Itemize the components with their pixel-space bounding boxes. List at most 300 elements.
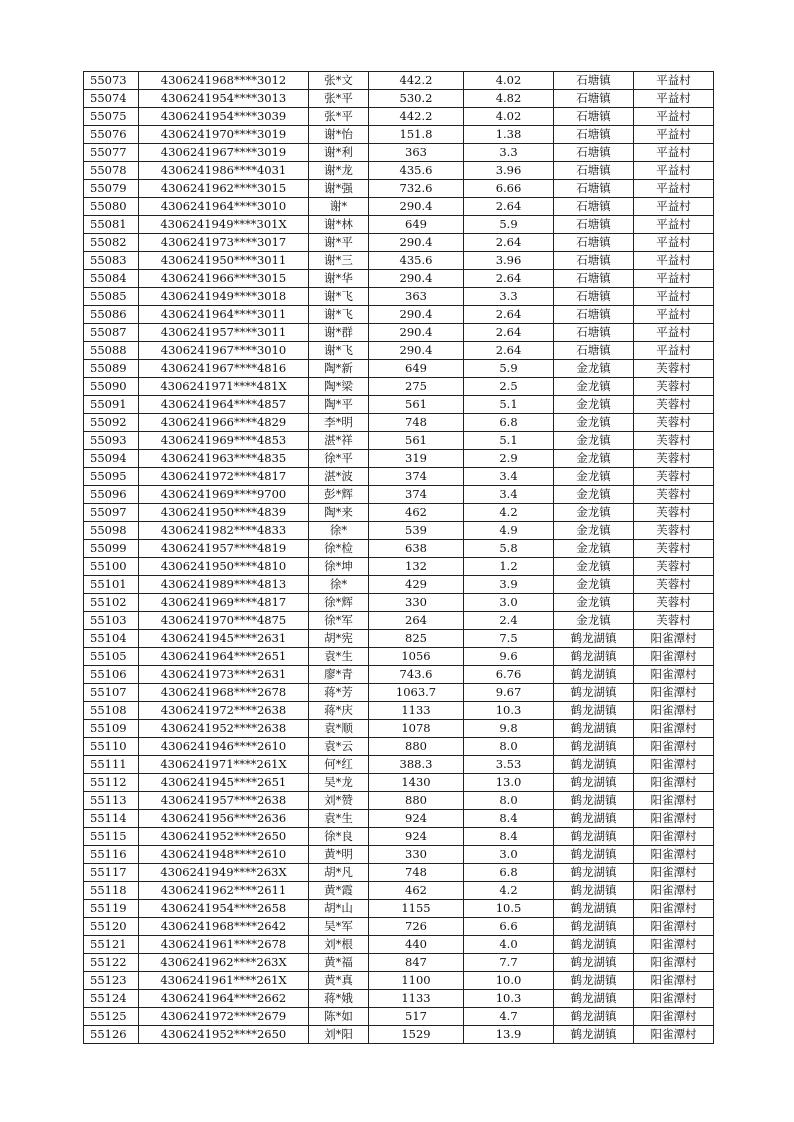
record-number-cell: 55094 — [84, 450, 139, 468]
area-cell: 3.0 — [464, 594, 554, 612]
id-number-cell: 4306241950****4839 — [139, 504, 309, 522]
record-number-cell: 55124 — [84, 990, 139, 1008]
amount-cell: 363 — [369, 144, 464, 162]
town-cell: 石塘镇 — [554, 144, 634, 162]
village-cell: 芙蓉村 — [634, 594, 714, 612]
record-number-cell: 55126 — [84, 1026, 139, 1044]
amount-cell: 442.2 — [369, 108, 464, 126]
table-row — [84, 792, 714, 810]
area-cell: 2.64 — [464, 306, 554, 324]
table-row — [84, 774, 714, 792]
amount-cell: 726 — [369, 918, 464, 936]
record-number-cell: 55091 — [84, 396, 139, 414]
id-number-cell: 4306241945****2631 — [139, 630, 309, 648]
town-cell: 金龙镇 — [554, 450, 634, 468]
village-cell: 芙蓉村 — [634, 468, 714, 486]
name-cell: 徐*辉 — [309, 594, 369, 612]
town-cell: 石塘镇 — [554, 72, 634, 90]
amount-cell: 290.4 — [369, 306, 464, 324]
table-row — [84, 252, 714, 270]
name-cell: 袁*云 — [309, 738, 369, 756]
village-cell: 芙蓉村 — [634, 576, 714, 594]
name-cell: 袁*顺 — [309, 720, 369, 738]
town-cell: 鹤龙湖镇 — [554, 702, 634, 720]
area-cell: 5.1 — [464, 432, 554, 450]
record-number-cell: 55097 — [84, 504, 139, 522]
id-number-cell: 4306241963****4835 — [139, 450, 309, 468]
record-number-cell: 55121 — [84, 936, 139, 954]
amount-cell: 462 — [369, 882, 464, 900]
area-cell: 6.6 — [464, 918, 554, 936]
id-number-cell: 4306241989****4813 — [139, 576, 309, 594]
village-cell: 平益村 — [634, 108, 714, 126]
amount-cell: 638 — [369, 540, 464, 558]
record-number-cell: 55086 — [84, 306, 139, 324]
record-number-cell: 55105 — [84, 648, 139, 666]
record-number-cell: 55113 — [84, 792, 139, 810]
id-number-cell: 4306241969****4853 — [139, 432, 309, 450]
record-number-cell: 55111 — [84, 756, 139, 774]
town-cell: 石塘镇 — [554, 324, 634, 342]
area-cell: 4.2 — [464, 882, 554, 900]
amount-cell: 1133 — [369, 990, 464, 1008]
record-number-cell: 55084 — [84, 270, 139, 288]
village-cell: 芙蓉村 — [634, 360, 714, 378]
area-cell: 5.1 — [464, 396, 554, 414]
data-table — [83, 71, 714, 1044]
area-cell: 10.3 — [464, 702, 554, 720]
name-cell: 袁*生 — [309, 648, 369, 666]
id-number-cell: 4306241962****2611 — [139, 882, 309, 900]
table-row — [84, 180, 714, 198]
village-cell: 阳雀潭村 — [634, 936, 714, 954]
area-cell: 4.9 — [464, 522, 554, 540]
id-number-cell: 4306241952****2650 — [139, 828, 309, 846]
table-row — [84, 360, 714, 378]
village-cell: 平益村 — [634, 270, 714, 288]
table-row — [84, 576, 714, 594]
town-cell: 金龙镇 — [554, 612, 634, 630]
id-number-cell: 4306241964****2662 — [139, 990, 309, 1008]
id-number-cell: 4306241968****2678 — [139, 684, 309, 702]
town-cell: 鹤龙湖镇 — [554, 900, 634, 918]
town-cell: 鹤龙湖镇 — [554, 1026, 634, 1044]
id-number-cell: 4306241973****2631 — [139, 666, 309, 684]
area-cell: 9.8 — [464, 720, 554, 738]
id-number-cell: 4306241949****301X — [139, 216, 309, 234]
record-number-cell: 55082 — [84, 234, 139, 252]
table-row — [84, 720, 714, 738]
id-number-cell: 4306241967****3019 — [139, 144, 309, 162]
name-cell: 黄*明 — [309, 846, 369, 864]
town-cell: 石塘镇 — [554, 342, 634, 360]
name-cell: 谢*飞 — [309, 306, 369, 324]
record-number-cell: 55118 — [84, 882, 139, 900]
village-cell: 阳雀潭村 — [634, 954, 714, 972]
area-cell: 10.3 — [464, 990, 554, 1008]
id-number-cell: 4306241972****2638 — [139, 702, 309, 720]
table-row — [84, 936, 714, 954]
area-cell: 3.96 — [464, 252, 554, 270]
name-cell: 谢*三 — [309, 252, 369, 270]
id-number-cell: 4306241971****261X — [139, 756, 309, 774]
area-cell: 8.0 — [464, 738, 554, 756]
name-cell: 刘*阳 — [309, 1026, 369, 1044]
village-cell: 阳雀潭村 — [634, 900, 714, 918]
amount-cell: 290.4 — [369, 198, 464, 216]
table-row — [84, 630, 714, 648]
name-cell: 彭*辉 — [309, 486, 369, 504]
area-cell: 3.53 — [464, 756, 554, 774]
name-cell: 黄*福 — [309, 954, 369, 972]
town-cell: 鹤龙湖镇 — [554, 1008, 634, 1026]
id-number-cell: 4306241961****261X — [139, 972, 309, 990]
record-number-cell: 55080 — [84, 198, 139, 216]
amount-cell: 1078 — [369, 720, 464, 738]
amount-cell: 825 — [369, 630, 464, 648]
name-cell: 刘*根 — [309, 936, 369, 954]
area-cell: 7.5 — [464, 630, 554, 648]
area-cell: 3.3 — [464, 288, 554, 306]
town-cell: 金龙镇 — [554, 594, 634, 612]
name-cell: 胡*凡 — [309, 864, 369, 882]
village-cell: 阳雀潭村 — [634, 882, 714, 900]
name-cell: 张*文 — [309, 72, 369, 90]
table-row — [84, 684, 714, 702]
id-number-cell: 4306241969****9700 — [139, 486, 309, 504]
name-cell: 张*平 — [309, 108, 369, 126]
id-number-cell: 4306241957****3011 — [139, 324, 309, 342]
amount-cell: 462 — [369, 504, 464, 522]
town-cell: 金龙镇 — [554, 486, 634, 504]
town-cell: 鹤龙湖镇 — [554, 954, 634, 972]
village-cell: 平益村 — [634, 306, 714, 324]
area-cell: 1.38 — [464, 126, 554, 144]
id-number-cell: 4306241954****3039 — [139, 108, 309, 126]
town-cell: 金龙镇 — [554, 522, 634, 540]
area-cell: 4.2 — [464, 504, 554, 522]
id-number-cell: 4306241964****2651 — [139, 648, 309, 666]
record-number-cell: 55085 — [84, 288, 139, 306]
area-cell: 4.02 — [464, 72, 554, 90]
record-number-cell: 55099 — [84, 540, 139, 558]
id-number-cell: 4306241957****4819 — [139, 540, 309, 558]
amount-cell: 374 — [369, 468, 464, 486]
table-row — [84, 414, 714, 432]
town-cell: 鹤龙湖镇 — [554, 882, 634, 900]
table-row — [84, 954, 714, 972]
record-number-cell: 55112 — [84, 774, 139, 792]
amount-cell: 435.6 — [369, 252, 464, 270]
amount-cell: 743.6 — [369, 666, 464, 684]
table-row — [84, 990, 714, 1008]
record-number-cell: 55123 — [84, 972, 139, 990]
area-cell: 5.9 — [464, 216, 554, 234]
amount-cell: 880 — [369, 738, 464, 756]
name-cell: 徐*平 — [309, 450, 369, 468]
area-cell: 3.3 — [464, 144, 554, 162]
village-cell: 芙蓉村 — [634, 522, 714, 540]
id-number-cell: 4306241950****4810 — [139, 558, 309, 576]
town-cell: 鹤龙湖镇 — [554, 630, 634, 648]
table-row — [84, 666, 714, 684]
village-cell: 阳雀潭村 — [634, 756, 714, 774]
village-cell: 平益村 — [634, 216, 714, 234]
amount-cell: 924 — [369, 810, 464, 828]
record-number-cell: 55114 — [84, 810, 139, 828]
table-row — [84, 432, 714, 450]
area-cell: 2.64 — [464, 234, 554, 252]
area-cell: 9.6 — [464, 648, 554, 666]
town-cell: 鹤龙湖镇 — [554, 738, 634, 756]
name-cell: 谢*龙 — [309, 162, 369, 180]
record-number-cell: 55073 — [84, 72, 139, 90]
record-number-cell: 55089 — [84, 360, 139, 378]
name-cell: 谢*强 — [309, 180, 369, 198]
amount-cell: 440 — [369, 936, 464, 954]
table-row — [84, 522, 714, 540]
table-row — [84, 270, 714, 288]
village-cell: 阳雀潭村 — [634, 918, 714, 936]
town-cell: 金龙镇 — [554, 540, 634, 558]
amount-cell: 264 — [369, 612, 464, 630]
name-cell: 李*明 — [309, 414, 369, 432]
village-cell: 芙蓉村 — [634, 612, 714, 630]
area-cell: 4.82 — [464, 90, 554, 108]
village-cell: 阳雀潭村 — [634, 846, 714, 864]
table-row — [84, 756, 714, 774]
area-cell: 7.7 — [464, 954, 554, 972]
record-number-cell: 55115 — [84, 828, 139, 846]
area-cell: 6.66 — [464, 180, 554, 198]
village-cell: 芙蓉村 — [634, 540, 714, 558]
town-cell: 鹤龙湖镇 — [554, 720, 634, 738]
name-cell: 蒋*庆 — [309, 702, 369, 720]
id-number-cell: 4306241966****4829 — [139, 414, 309, 432]
table-body — [84, 72, 714, 1044]
town-cell: 鹤龙湖镇 — [554, 918, 634, 936]
village-cell: 平益村 — [634, 144, 714, 162]
record-number-cell: 55088 — [84, 342, 139, 360]
town-cell: 石塘镇 — [554, 198, 634, 216]
id-number-cell: 4306241970****4875 — [139, 612, 309, 630]
area-cell: 2.5 — [464, 378, 554, 396]
record-number-cell: 55079 — [84, 180, 139, 198]
amount-cell: 561 — [369, 396, 464, 414]
table-row — [84, 702, 714, 720]
id-number-cell: 4306241962****263X — [139, 954, 309, 972]
area-cell: 10.5 — [464, 900, 554, 918]
record-number-cell: 55075 — [84, 108, 139, 126]
record-number-cell: 55110 — [84, 738, 139, 756]
table-row — [84, 648, 714, 666]
town-cell: 石塘镇 — [554, 306, 634, 324]
village-cell: 芙蓉村 — [634, 378, 714, 396]
name-cell: 蒋*娥 — [309, 990, 369, 1008]
area-cell: 4.7 — [464, 1008, 554, 1026]
town-cell: 鹤龙湖镇 — [554, 648, 634, 666]
amount-cell: 748 — [369, 864, 464, 882]
record-number-cell: 55119 — [84, 900, 139, 918]
amount-cell: 530.2 — [369, 90, 464, 108]
record-number-cell: 55090 — [84, 378, 139, 396]
record-number-cell: 55076 — [84, 126, 139, 144]
amount-cell: 649 — [369, 360, 464, 378]
id-number-cell: 4306241964****3011 — [139, 306, 309, 324]
town-cell: 金龙镇 — [554, 576, 634, 594]
table-row — [84, 288, 714, 306]
village-cell: 阳雀潭村 — [634, 990, 714, 1008]
amount-cell: 1529 — [369, 1026, 464, 1044]
amount-cell: 847 — [369, 954, 464, 972]
amount-cell: 275 — [369, 378, 464, 396]
amount-cell: 290.4 — [369, 324, 464, 342]
id-number-cell: 4306241966****3015 — [139, 270, 309, 288]
table-row — [84, 234, 714, 252]
village-cell: 平益村 — [634, 324, 714, 342]
amount-cell: 330 — [369, 594, 464, 612]
name-cell: 黄*霞 — [309, 882, 369, 900]
amount-cell: 1133 — [369, 702, 464, 720]
name-cell: 袁*生 — [309, 810, 369, 828]
name-cell: 徐* — [309, 522, 369, 540]
town-cell: 石塘镇 — [554, 252, 634, 270]
name-cell: 谢*飞 — [309, 342, 369, 360]
name-cell: 谢* — [309, 198, 369, 216]
name-cell: 湛*波 — [309, 468, 369, 486]
amount-cell: 732.6 — [369, 180, 464, 198]
name-cell: 徐*检 — [309, 540, 369, 558]
village-cell: 阳雀潭村 — [634, 666, 714, 684]
record-number-cell: 55106 — [84, 666, 139, 684]
table-row — [84, 450, 714, 468]
village-cell: 阳雀潭村 — [634, 972, 714, 990]
village-cell: 阳雀潭村 — [634, 648, 714, 666]
amount-cell: 151.8 — [369, 126, 464, 144]
town-cell: 石塘镇 — [554, 90, 634, 108]
amount-cell: 880 — [369, 792, 464, 810]
amount-cell: 1056 — [369, 648, 464, 666]
name-cell: 谢*华 — [309, 270, 369, 288]
name-cell: 陶*新 — [309, 360, 369, 378]
table-row — [84, 918, 714, 936]
name-cell: 徐*坤 — [309, 558, 369, 576]
id-number-cell: 4306241950****3011 — [139, 252, 309, 270]
village-cell: 平益村 — [634, 252, 714, 270]
amount-cell: 442.2 — [369, 72, 464, 90]
town-cell: 金龙镇 — [554, 396, 634, 414]
town-cell: 鹤龙湖镇 — [554, 810, 634, 828]
town-cell: 石塘镇 — [554, 234, 634, 252]
record-number-cell: 55095 — [84, 468, 139, 486]
table-row — [84, 486, 714, 504]
name-cell: 谢*群 — [309, 324, 369, 342]
name-cell: 吴*龙 — [309, 774, 369, 792]
name-cell: 吴*军 — [309, 918, 369, 936]
record-number-cell: 55103 — [84, 612, 139, 630]
record-number-cell: 55087 — [84, 324, 139, 342]
area-cell: 3.96 — [464, 162, 554, 180]
area-cell: 8.0 — [464, 792, 554, 810]
village-cell: 芙蓉村 — [634, 414, 714, 432]
table-row — [84, 864, 714, 882]
record-number-cell: 55120 — [84, 918, 139, 936]
village-cell: 平益村 — [634, 288, 714, 306]
record-number-cell: 55098 — [84, 522, 139, 540]
id-number-cell: 4306241962****3015 — [139, 180, 309, 198]
id-number-cell: 4306241956****2636 — [139, 810, 309, 828]
amount-cell: 1430 — [369, 774, 464, 792]
area-cell: 13.0 — [464, 774, 554, 792]
name-cell: 谢*飞 — [309, 288, 369, 306]
amount-cell: 561 — [369, 432, 464, 450]
id-number-cell: 4306241949****3018 — [139, 288, 309, 306]
name-cell: 谢*平 — [309, 234, 369, 252]
table-row — [84, 162, 714, 180]
town-cell: 石塘镇 — [554, 108, 634, 126]
village-cell: 平益村 — [634, 72, 714, 90]
town-cell: 石塘镇 — [554, 162, 634, 180]
table-row — [84, 1008, 714, 1026]
record-number-cell: 55083 — [84, 252, 139, 270]
town-cell: 鹤龙湖镇 — [554, 666, 634, 684]
area-cell: 6.76 — [464, 666, 554, 684]
amount-cell: 1100 — [369, 972, 464, 990]
village-cell: 平益村 — [634, 162, 714, 180]
village-cell: 阳雀潭村 — [634, 630, 714, 648]
town-cell: 石塘镇 — [554, 270, 634, 288]
record-number-cell: 55109 — [84, 720, 139, 738]
record-number-cell: 55102 — [84, 594, 139, 612]
record-number-cell: 55116 — [84, 846, 139, 864]
id-number-cell: 4306241973****3017 — [139, 234, 309, 252]
amount-cell: 374 — [369, 486, 464, 504]
town-cell: 鹤龙湖镇 — [554, 828, 634, 846]
record-number-cell: 55093 — [84, 432, 139, 450]
record-number-cell: 55104 — [84, 630, 139, 648]
town-cell: 石塘镇 — [554, 126, 634, 144]
table-row — [84, 882, 714, 900]
town-cell: 鹤龙湖镇 — [554, 756, 634, 774]
name-cell: 陈*如 — [309, 1008, 369, 1026]
area-cell: 3.4 — [464, 486, 554, 504]
town-cell: 鹤龙湖镇 — [554, 774, 634, 792]
table-row — [84, 306, 714, 324]
area-cell: 5.9 — [464, 360, 554, 378]
name-cell: 徐*军 — [309, 612, 369, 630]
town-cell: 鹤龙湖镇 — [554, 972, 634, 990]
town-cell: 金龙镇 — [554, 504, 634, 522]
area-cell: 2.64 — [464, 324, 554, 342]
village-cell: 平益村 — [634, 234, 714, 252]
record-number-cell: 55125 — [84, 1008, 139, 1026]
amount-cell: 748 — [369, 414, 464, 432]
area-cell: 4.02 — [464, 108, 554, 126]
village-cell: 平益村 — [634, 90, 714, 108]
amount-cell: 319 — [369, 450, 464, 468]
village-cell: 芙蓉村 — [634, 450, 714, 468]
amount-cell: 290.4 — [369, 342, 464, 360]
table-row — [84, 378, 714, 396]
name-cell: 湛*祥 — [309, 432, 369, 450]
amount-cell: 290.4 — [369, 234, 464, 252]
town-cell: 鹤龙湖镇 — [554, 990, 634, 1008]
id-number-cell: 4306241970****3019 — [139, 126, 309, 144]
record-number-cell: 55100 — [84, 558, 139, 576]
record-number-cell: 55122 — [84, 954, 139, 972]
amount-cell: 132 — [369, 558, 464, 576]
table-row — [84, 1026, 714, 1044]
